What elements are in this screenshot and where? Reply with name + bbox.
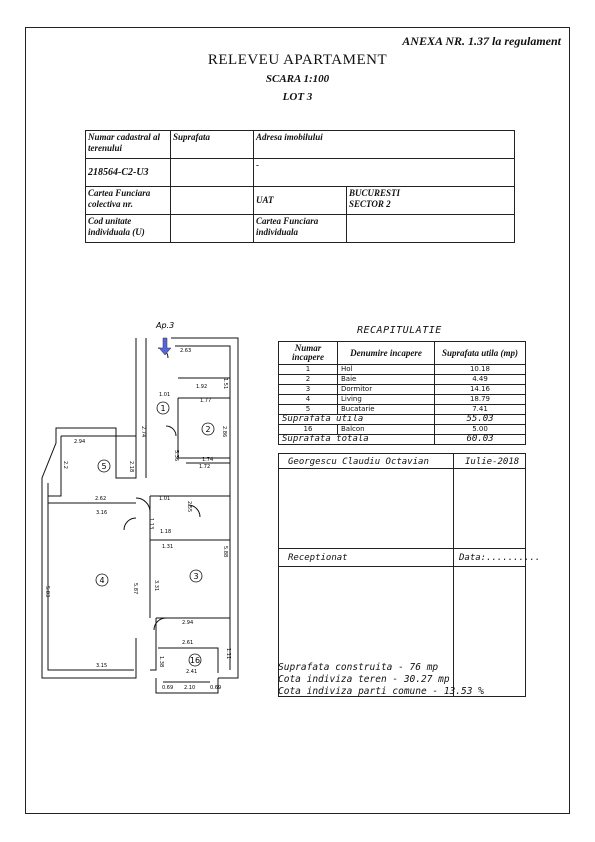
- room-no: 5: [279, 405, 338, 415]
- author-date: Iulie-2018: [465, 457, 520, 467]
- room-area: 7.41: [435, 405, 526, 415]
- received-label: Receptionat: [288, 553, 348, 563]
- dimension-label: 5.83: [44, 586, 50, 598]
- room-area: 18.79: [435, 395, 526, 405]
- uat-sector: SECTOR 2: [349, 199, 391, 209]
- area-value: [171, 159, 254, 187]
- annex-label: ANEXA NR. 1.37 la regulament: [402, 34, 561, 48]
- room-area: 10.18: [435, 365, 526, 375]
- individual-book-label: Cartea Funciara individuala: [254, 215, 347, 243]
- useful-area-row: [279, 415, 526, 425]
- dimension-label: 1.01: [159, 496, 171, 502]
- useful-area-label: Suprafata utila: [279, 415, 435, 425]
- room-no: 3: [279, 385, 338, 395]
- room-no: 16: [279, 425, 338, 435]
- dimension-label: 2.63: [180, 348, 192, 354]
- divider: [279, 548, 525, 549]
- table-row: [279, 405, 526, 415]
- dimension-label: 1.51: [222, 378, 228, 390]
- entrance-arrow-icon: [159, 338, 171, 355]
- table-row: [279, 375, 526, 385]
- room-area: 14.16: [435, 385, 526, 395]
- dimension-label: 1.92: [196, 384, 208, 390]
- dimension-label: 1.11: [225, 648, 231, 660]
- dimension-label: 2.94: [182, 620, 194, 626]
- recap-header-number: Numar incapere: [279, 342, 338, 365]
- recap-header-area: Suprafata utila (mp): [435, 342, 526, 365]
- dimension-label: 0.69: [162, 685, 174, 691]
- address-label: Adresa imobilului: [254, 131, 515, 159]
- dimension-label: 2.55: [186, 501, 192, 513]
- room-area: 5.00: [435, 425, 526, 435]
- dimension-label: 1.77: [200, 398, 212, 404]
- total-area-label: Suprafata totala: [279, 435, 435, 445]
- table-row: [279, 395, 526, 405]
- property-info-table: [85, 130, 515, 243]
- dimension-label: 2.10: [184, 685, 196, 691]
- recap-table: [278, 341, 526, 445]
- signature-box: [278, 453, 541, 697]
- room-name: Living: [338, 395, 435, 405]
- table-row: [279, 365, 526, 375]
- divider: [279, 566, 525, 567]
- dimension-label: 1.74: [202, 457, 214, 463]
- scale-label: SCARA 1:100: [265, 73, 330, 85]
- unit-code-value: [171, 215, 254, 243]
- room-number-2: 2: [205, 425, 211, 434]
- room-no: 2: [279, 375, 338, 385]
- room-number-1: 1: [160, 404, 166, 413]
- cadastral-value: 218564-C2-U3: [86, 159, 171, 187]
- divider: [453, 454, 454, 696]
- room-name: Bucatarie: [338, 405, 435, 415]
- dimension-label: 3.31: [153, 580, 159, 592]
- dimension-label: 1.01: [159, 392, 171, 398]
- room-no: 4: [279, 395, 338, 405]
- dimension-label: 5.88: [222, 546, 228, 558]
- room-name: Hol: [338, 365, 435, 375]
- dimension-label: 2.18: [128, 461, 134, 473]
- dimension-label: 2.86: [221, 426, 227, 438]
- dimension-label: 5.36: [173, 450, 179, 462]
- unit-code-label: Cod unitate individuala (U): [86, 215, 171, 243]
- dimension-label: 3.15: [96, 663, 108, 669]
- uat-city: BUCURESTI: [349, 188, 401, 198]
- room-number-4: 4: [99, 576, 105, 585]
- area-label: Suprafata: [171, 131, 254, 159]
- lot-label: LOT 3: [282, 91, 313, 103]
- room-name: Baie: [338, 375, 435, 385]
- summary-notes: [278, 662, 484, 698]
- room-number-3: 3: [193, 572, 199, 581]
- dimension-label: 2.2: [62, 461, 68, 469]
- land-book-label: Cartea Funciara colectiva nr.: [86, 187, 171, 215]
- recap-header-name: Denumire incapere: [338, 342, 435, 365]
- room-no: 1: [279, 365, 338, 375]
- land-share-note: Cota indiviza teren - 30.27 mp: [278, 674, 450, 685]
- address-value: -: [254, 159, 515, 187]
- dimension-label: 0.69: [210, 685, 222, 691]
- dimension-label: 1.18: [160, 529, 172, 535]
- floor-plan: [38, 318, 248, 703]
- dimension-label: 2.41: [186, 669, 198, 675]
- common-share-note: Cota indiviza parti comune - 13.53 %: [278, 686, 484, 697]
- recap-title: RECAPITULATIE: [357, 325, 442, 336]
- apartment-label: Ap.3: [156, 321, 175, 330]
- room-name: Balcon: [338, 425, 435, 435]
- dimension-label: 2.61: [182, 640, 194, 646]
- table-row: [279, 425, 526, 435]
- dimension-label: 1.38: [158, 656, 164, 668]
- dimension-label: 2.62: [95, 496, 107, 502]
- dimension-label: 1.13: [148, 518, 154, 530]
- built-area-note: Suprafata construita - 76 mp: [278, 662, 439, 673]
- room-number-5: 5: [101, 462, 107, 471]
- dimension-label: 1.72: [199, 464, 211, 470]
- author-name: Georgescu Claudiu Octavian: [288, 457, 429, 467]
- page-title: RELEVEU APARTAMENT: [207, 52, 388, 68]
- dimension-label: 2.74: [140, 426, 146, 438]
- table-row: [279, 385, 526, 395]
- uat-label: UAT: [254, 187, 347, 215]
- divider: [279, 468, 525, 469]
- dimension-label: 3.16: [96, 510, 108, 516]
- dimension-label: 5.87: [132, 583, 138, 595]
- dimension-label: 1.31: [162, 544, 174, 550]
- total-area-value: 60.03: [435, 435, 526, 445]
- room-name: Dormitor: [338, 385, 435, 395]
- uat-value: [347, 187, 515, 215]
- received-date-label: Data:..........: [459, 553, 541, 563]
- land-book-value: [171, 187, 254, 215]
- dimension-label: 2.94: [74, 439, 86, 445]
- room-number-16: 16: [189, 656, 201, 665]
- room-area: 4.49: [435, 375, 526, 385]
- total-area-row: [279, 435, 526, 445]
- useful-area-value: 55.03: [435, 415, 526, 425]
- cadastral-label: Numar cadastral al terenului: [86, 131, 171, 159]
- individual-book-value: [347, 215, 515, 243]
